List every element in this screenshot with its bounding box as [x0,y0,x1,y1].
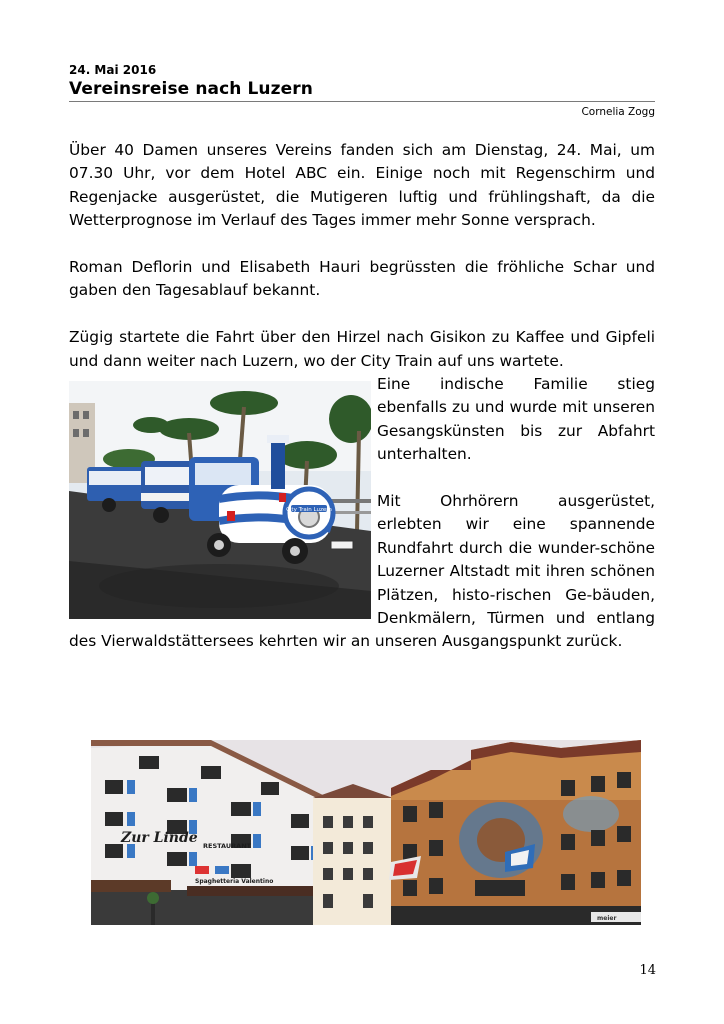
article-body [69,139,655,677]
paragraph-5: Mit Ohrhörern ausgerüstet, erlebten wir eine spannende Rundfahrt durch die wunder-schöne Luzerner Altstadt mit ihren schönen Plätzen, histo-rischen Ge-bäuden, Denkmälern, Türmen und entlang des Vierwaldstättersees kehrten wir an unseren Ausgangspunkt zurück. [69,492,655,651]
city-train-illustration [69,381,371,619]
restaurant-name-text: Zur Linde [121,830,198,846]
restaurant-sub-text: Spaghetteria Valentino [195,878,274,885]
old-town-buildings-photo [91,740,641,925]
paragraph-3: Zügig startete die Fahrt über den Hirzel nach Gisikon zu Kaffee und Gipfeli und dann weiter nach Luzern, wo der City Train auf uns wartete. [69,328,655,370]
paragraph-4: Eine indische Familie stieg ebenfalls zu und wurde mit unseren Gesangskünsten bis zur Abfahrt unterhalten. [377,375,655,464]
article-author: Cornelia Zogg [581,106,655,118]
paragraph-2: Roman Deflorin und Elisabeth Hauri begrüssten die fröhliche Schar und gaben den Tagesablauf bekannt. [69,258,655,300]
paragraph-1: Über 40 Damen unseres Vereins fanden sich am Dienstag, 24. Mai, um 07.30 Uhr, vor dem Hotel ABC ein. Einige noch mit Regenschirm und Regenjacke ausgerüstet, die Mutigeren luftig und frühlingshaft, da die Wetterprognose im Verlauf des Tages immer mehr Sonne versprach. [69,141,655,230]
restaurant-word-text: RESTAURANT [203,842,252,850]
page-number: 14 [639,963,656,978]
photo-text-wrap [69,373,655,654]
city-train-photo [69,381,371,619]
old-town-illustration [91,740,641,925]
article-title: Vereinsreise nach Luzern [69,79,313,99]
title-divider [69,101,655,102]
shop-sign-text: meier [597,915,617,922]
article-date: 24. Mai 2016 [69,63,157,77]
train-sign-text: City Train Luzern [286,507,332,514]
